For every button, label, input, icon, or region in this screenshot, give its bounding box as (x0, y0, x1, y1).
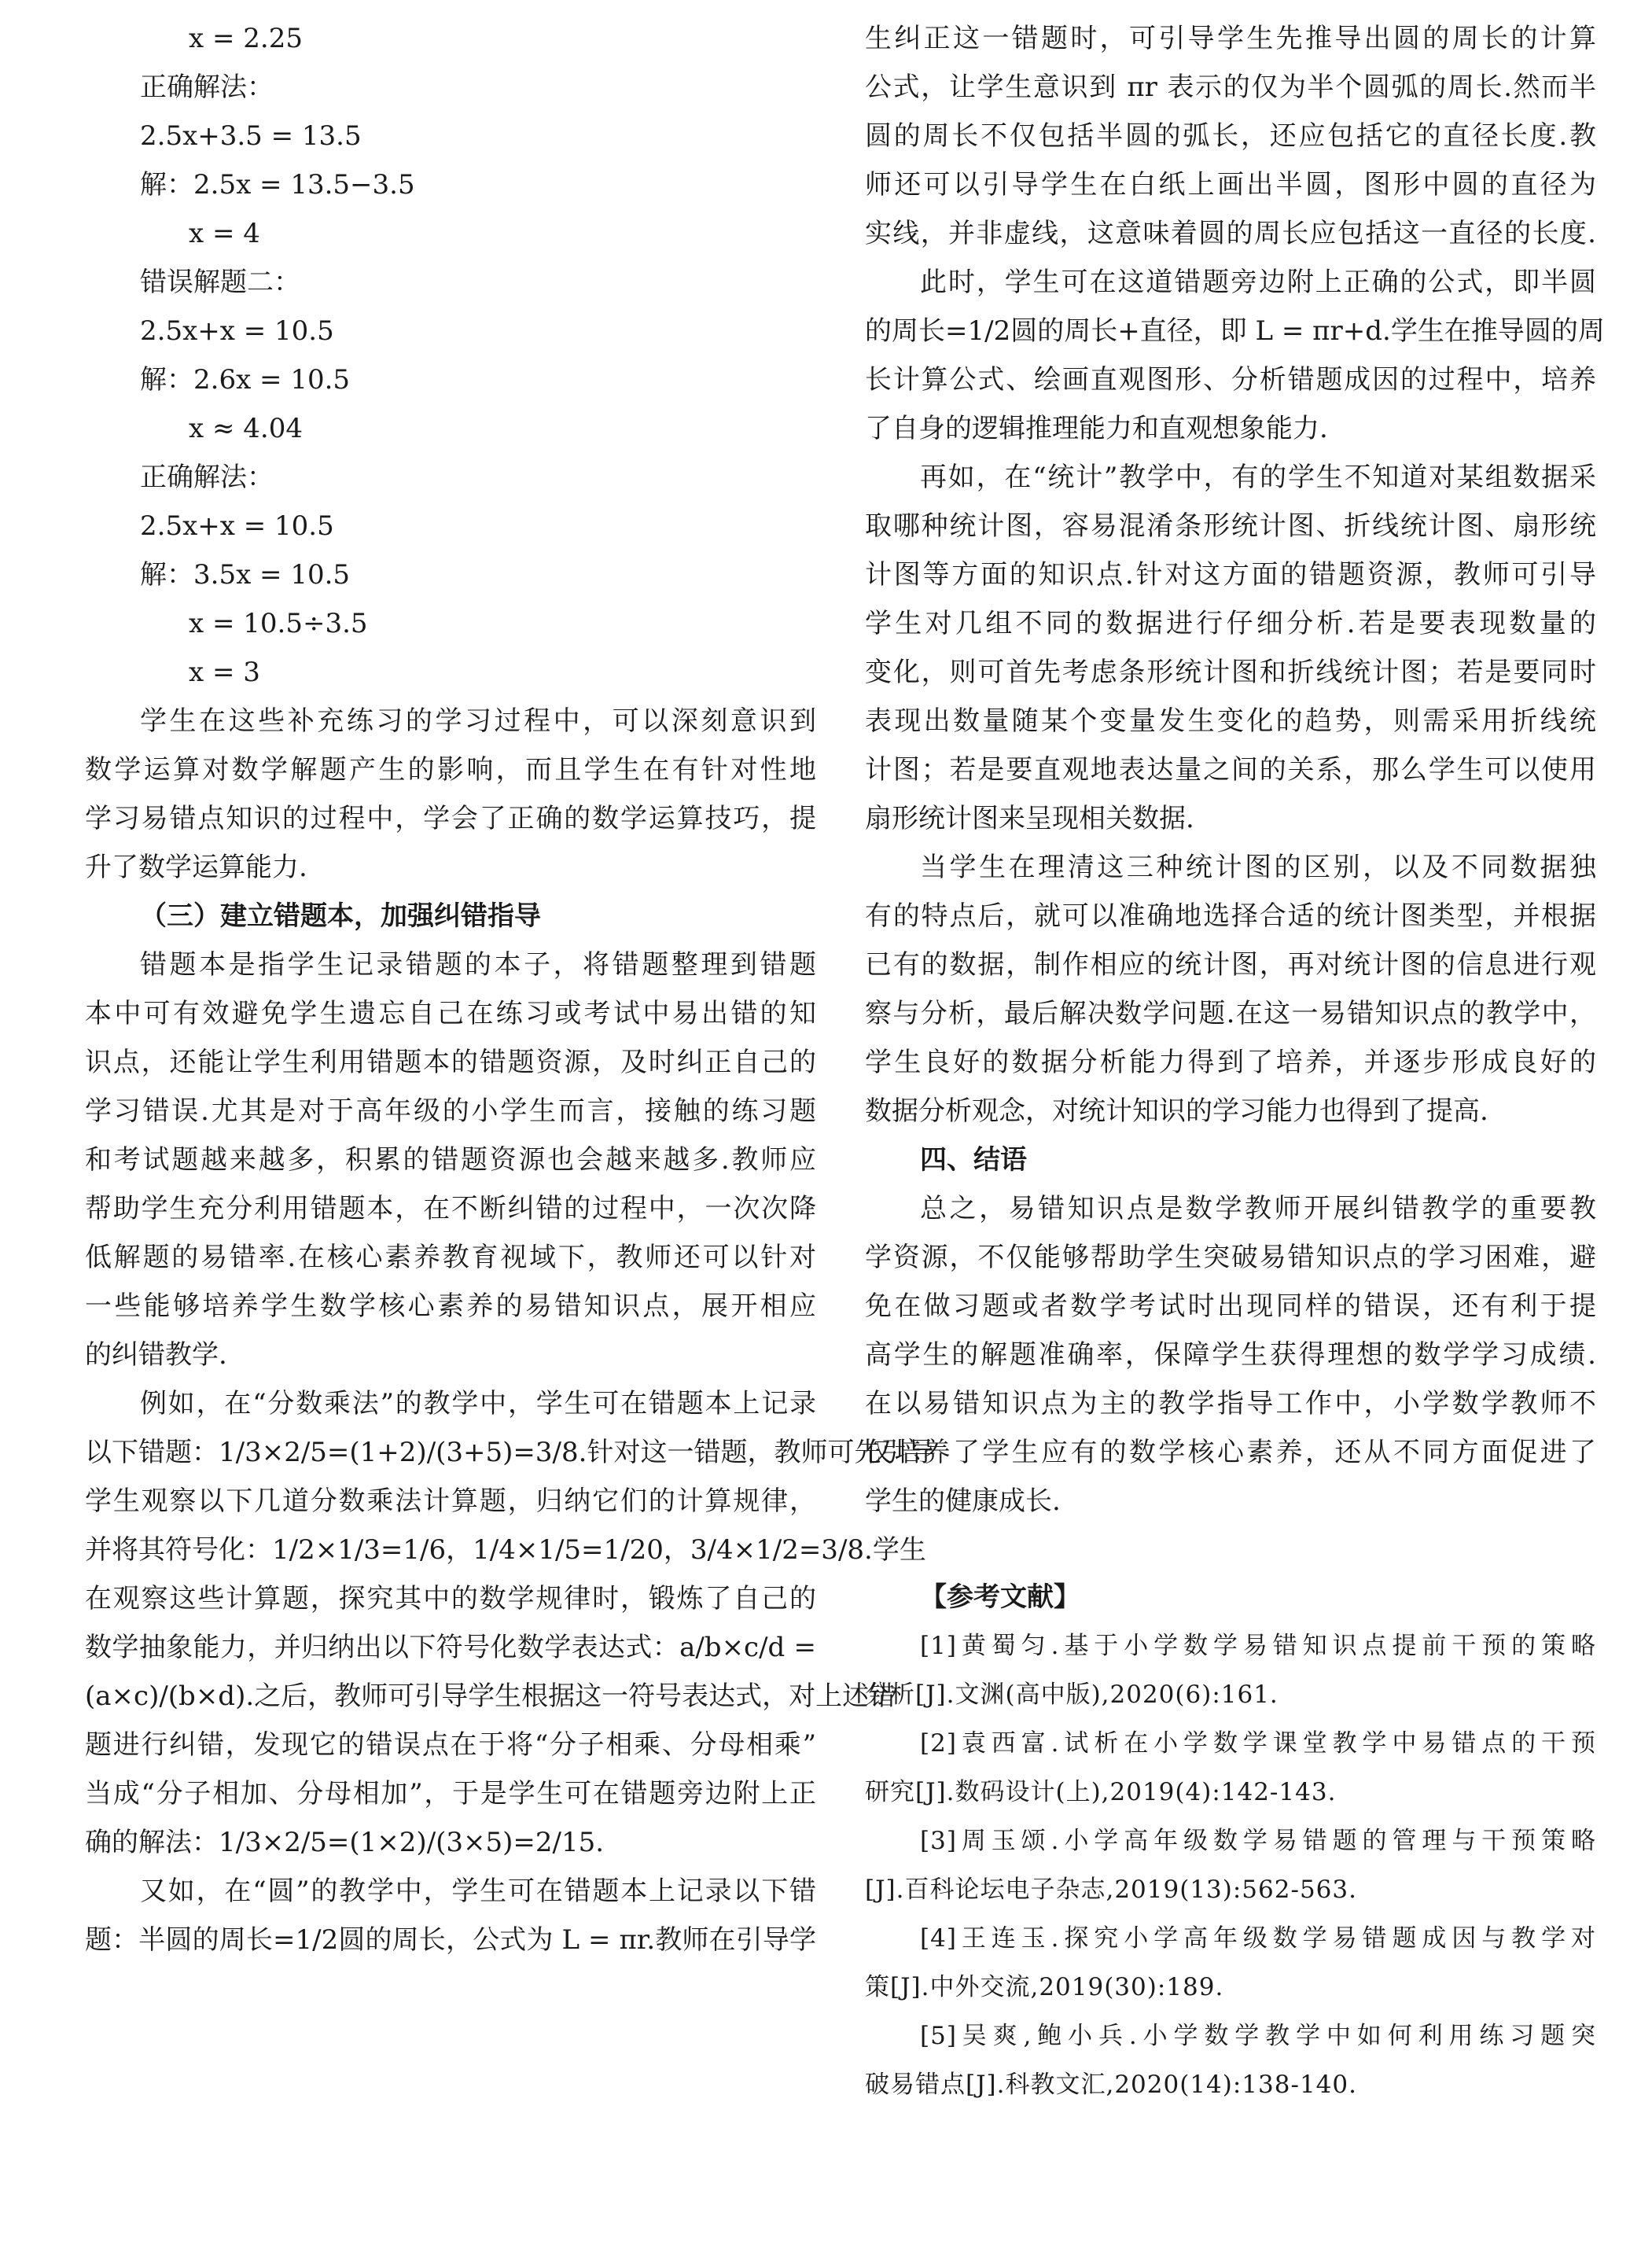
text-line: 察与分析，最后解决数学问题.在这一易错知识点的教学中， (865, 998, 1596, 1029)
section-gap (865, 1549, 1596, 1573)
text-line: 生纠正这一错题时，可引导学生先推导出圆的周长的计算 (865, 23, 1596, 54)
text-line: 学生的健康成长. (865, 1485, 1061, 1517)
text-line: 本中可有效避免学生遗忘自己在练习或考试中易出错的知 (85, 998, 816, 1029)
reference-line: 研究[J].数码设计(上),2019(4):142-143. (865, 1778, 1337, 1806)
text-line: 有的特点后，就可以准确地选择合适的统计图类型，并根据 (865, 900, 1596, 932)
text-line: 实线，并非虚线，这意味着圆的周长应包括这一直径的长度. (865, 218, 1596, 249)
text-line: 取哪种统计图，容易混淆条形统计图、折线统计图、扇形统 (865, 510, 1596, 542)
text-line: 当成“分子相加、分母相加”，于是学生可在错题旁边附上正 (85, 1778, 816, 1809)
text-line: 学生对几组不同的数据进行仔细分析.若是要表现数量的 (865, 608, 1596, 639)
text-line: 圆的周长不仅包括半圆的弧长，还应包括它的直径长度.教 (865, 120, 1596, 152)
text-line: 了自身的逻辑推理能力和直观想象能力. (865, 413, 1328, 444)
text-line: 解：2.6x = 10.5 (140, 364, 351, 396)
text-line: 总之，易错知识点是数学教师开展纠错教学的重要教 (920, 1193, 1596, 1224)
text-line: x = 3 (189, 657, 260, 688)
reference-line: [5]吴爽,鲍小兵.小学数学教学中如何利用练习题突 (920, 2022, 1596, 2050)
text-line: 四、结语 (920, 1144, 1027, 1176)
text-line: 数学运算对数学解题产生的影响，而且学生在有针对性地 (85, 754, 816, 786)
text-line: 以下错题：1/3×2/5=(1+2)/(3+5)=3/8.针对这一错题，教师可先引导 (85, 1437, 935, 1468)
reference-line: 破易错点[J].科教文汇,2020(14):138-140. (865, 2071, 1357, 2099)
text-line: 题：半圆的周长=1/2圆的周长，公式为 L = πr.教师在引导学 (85, 1924, 816, 1956)
references-heading: 【参考文献】 (920, 1581, 1080, 1613)
reference-line: [1]黄蜀匀.基于小学数学易错知识点提前干预的策略 (920, 1632, 1596, 1660)
text-line: 低解题的易错率.在核心素养教育视域下，教师还可以针对 (85, 1242, 816, 1273)
text-line: 2.5x+3.5 = 13.5 (140, 120, 362, 152)
reference-line: [3]周玉颂.小学高年级数学易错题的管理与干预策略 (920, 1827, 1596, 1855)
text-line: 又如，在“圆”的教学中，学生可在错题本上记录以下错 (140, 1876, 816, 1907)
text-line: 正确解法： (140, 72, 274, 103)
text-line: 题进行纠错，发现它的错误点在于将“分子相乘、分母相乘” (85, 1729, 816, 1761)
text-line: 2.5x+x = 10.5 (140, 510, 334, 542)
text-line: x = 10.5÷3.5 (189, 608, 368, 639)
text-line: 学生观察以下几道分数乘法计算题，归纳它们的计算规律， (85, 1485, 816, 1517)
text-line: 师还可以引导学生在白纸上画出半圆，图形中圆的直径为 (865, 169, 1596, 201)
text-line: 错误解题二： (140, 267, 300, 298)
text-line: 2.5x+x = 10.5 (140, 315, 334, 347)
text-line: 公式，让学生意识到 πr 表示的仅为半个圆弧的周长.然而半 (865, 72, 1596, 103)
text-line: x = 4 (189, 218, 260, 249)
text-line: 当学生在理清这三种统计图的区别，以及不同数据独 (920, 852, 1596, 883)
text-line: 错题本是指学生记录错题的本子，将错题整理到错题 (140, 949, 816, 981)
text-line: 仅培养了学生应有的数学核心素养，还从不同方面促进了 (865, 1437, 1596, 1468)
text-line: 解：2.5x = 13.5−3.5 (140, 169, 415, 201)
text-line: 学生良好的数据分析能力得到了培养，并逐步形成良好的 (865, 1047, 1596, 1078)
text-line: 免在做习题或者数学考试时出现同样的错误，还有利于提 (865, 1290, 1596, 1322)
text-line: 确的解法：1/3×2/5=(1×2)/(3×5)=2/15. (85, 1827, 605, 1858)
text-line: (a×c)/(b×d).之后，教师可引导学生根据这一符号表达式，对上述错 (85, 1681, 896, 1712)
left-column (85, 14, 935, 1964)
text-line: x ≈ 4.04 (189, 413, 303, 444)
text-line: （三）建立错题本，加强纠错指导 (140, 900, 541, 932)
text-line: 并将其符号化：1/2×1/3=1/6，1/4×1/5=1/20，3/4×1/2=3/8.学生 (85, 1534, 926, 1566)
text-line: 已有的数据，制作相应的统计图，再对统计图的信息进行观 (865, 949, 1596, 981)
text-line: 再如，在“统计”教学中，有的学生不知道对某组数据采 (920, 462, 1596, 493)
text-line: 变化，则可首先考虑条形统计图和折线统计图；若是要同时 (865, 657, 1596, 688)
text-line: 例如，在“分数乘法”的教学中，学生可在错题本上记录 (140, 1388, 816, 1419)
text-line: 学习错误.尤其是对于高年级的小学生而言，接触的练习题 (85, 1095, 816, 1127)
text-line: 学资源，不仅能够帮助学生突破易错知识点的学习困难，避 (865, 1242, 1596, 1273)
text-line: 计图；若是要直观地表达量之间的关系，那么学生可以使用 (865, 754, 1596, 786)
references-list (865, 1622, 1596, 2109)
text-line: 数学抽象能力，并归纳出以下符号化数学表达式：a/b×c/d = (85, 1632, 816, 1663)
text-line: 帮助学生充分利用错题本，在不断纠错的过程中，一次次降 (85, 1193, 816, 1224)
text-line: 正确解法： (140, 462, 274, 493)
text-line: 的周长=1/2圆的周长+直径，即 L = πr+d.学生在推导圆的周 (865, 315, 1605, 347)
text-line: 扇形统计图来呈现相关数据. (865, 803, 1194, 834)
text-line: 的纠错教学. (85, 1339, 227, 1371)
text-line: 识点，还能让学生利用错题本的错题资源，及时纠正自己的 (85, 1047, 816, 1078)
text-line: 解：3.5x = 10.5 (140, 559, 351, 591)
reference-line: 策[J].中外交流,2019(30):189. (865, 1973, 1224, 2001)
text-line: 学习易错点知识的过程中，学会了正确的数学运算技巧，提 (85, 803, 816, 834)
right-column-body (865, 14, 1605, 1526)
text-line: 学生在这些补充练习的学习过程中，可以深刻意识到 (140, 705, 816, 737)
text-line: x = 2.25 (189, 23, 303, 54)
text-line: 升了数学运算能力. (85, 852, 307, 883)
text-line: 和考试题越来越多，积累的错题资源也会越来越多.教师应 (85, 1144, 816, 1176)
right-column (865, 14, 1605, 2109)
reference-line: [4]王连玉.探究小学高年级数学易错题成因与教学对 (920, 1924, 1596, 1953)
text-line: 表现出数量随某个变量发生变化的趋势，则需采用折线统 (865, 705, 1596, 737)
text-line: 高学生的解题准确率，保障学生获得理想的数学学习成绩. (865, 1339, 1596, 1371)
text-line: 一些能够培养学生数学核心素养的易错知识点，展开相应 (85, 1290, 816, 1322)
text-line: 在以易错知识点为主的教学指导工作中，小学数学教师不 (865, 1388, 1596, 1419)
text-line: 数据分析观念，对统计知识的学习能力也得到了提高. (865, 1095, 1488, 1127)
reference-line: [J].百科论坛电子杂志,2019(13):562-563. (865, 1876, 1357, 1904)
section-gap (865, 1526, 1596, 1549)
reference-line: [2]袁西富.试析在小学数学课堂教学中易错点的干预 (920, 1729, 1596, 1758)
reference-line: 分析[J].文渊(高中版),2020(6):161. (865, 1681, 1279, 1709)
text-line: 此时，学生可在这道错题旁边附上正确的公式，即半圆 (920, 267, 1596, 298)
text-line: 在观察这些计算题，探究其中的数学规律时，锻炼了自己的 (85, 1583, 816, 1614)
text-line: 长计算公式、绘画直观图形、分析错题成因的过程中，培养 (865, 364, 1596, 396)
text-line: 计图等方面的知识点.针对这方面的错题资源，教师可引导 (865, 559, 1596, 591)
